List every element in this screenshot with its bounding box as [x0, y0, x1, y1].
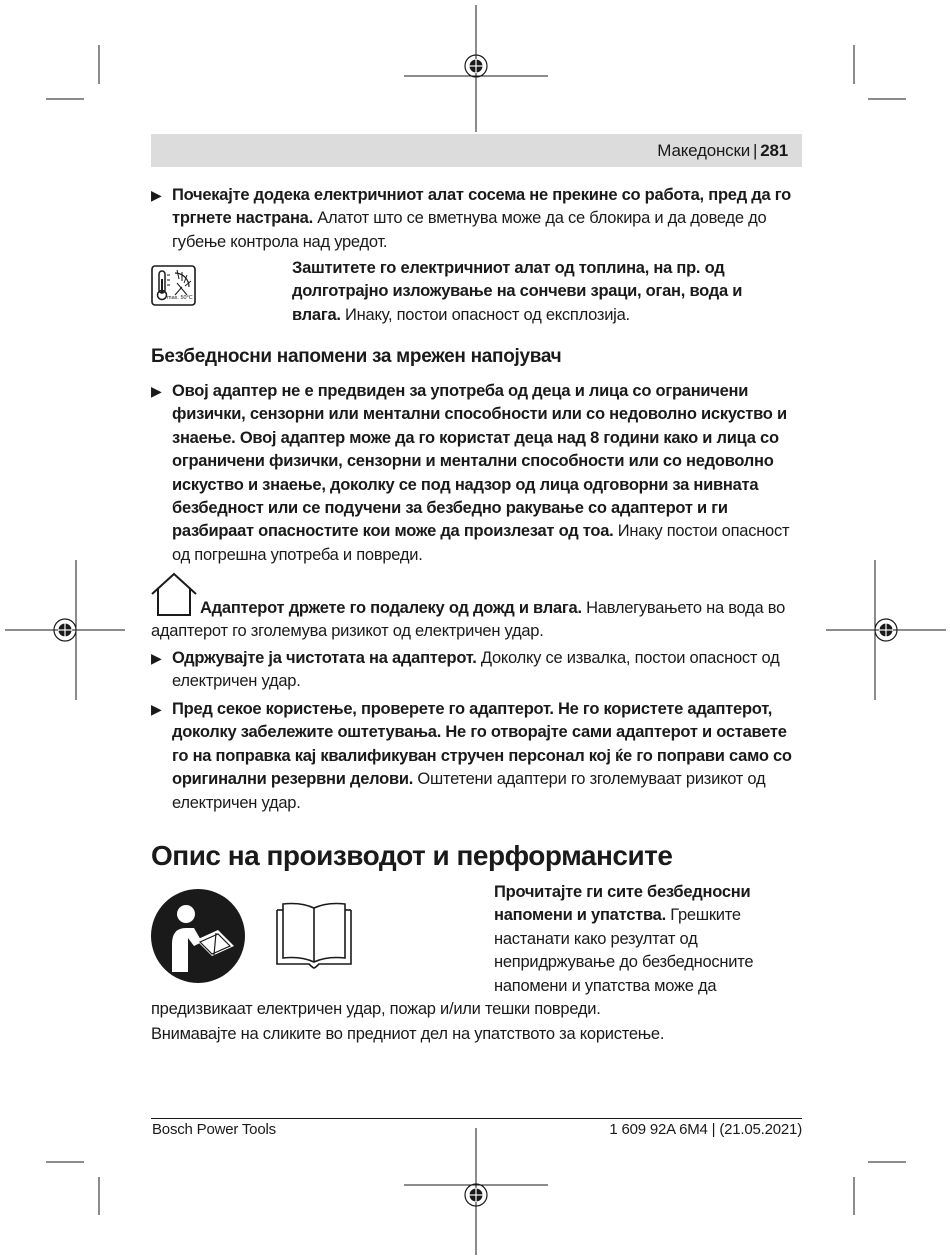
note-figures: Внимавајте на сликите во предниот дел на упатството за користење. — [151, 1025, 665, 1043]
read-manual-warning-continued: предизвикаат електричен удар, пожар и/или тешки повреди. — [151, 1000, 601, 1018]
page-header — [151, 134, 802, 167]
read-manual-text: Грешките настанати како резултат од непридржување до безбедносните напомени и упатства може да — [494, 906, 754, 995]
bullet-arrow-icon: ▶ — [151, 187, 162, 203]
warning-bold: Одржувајте ја чистотата на адаптерот. — [172, 649, 477, 667]
heat-icon — [151, 265, 196, 306]
bullet-arrow-icon: ▶ — [151, 383, 162, 399]
warning-adapter-children — [151, 380, 802, 567]
warning-wait-tool-stop — [151, 184, 802, 254]
heat-warning — [292, 257, 772, 327]
heat-icon-label: max. 50°C — [167, 295, 193, 301]
footer-doc-code: 1 609 92A 6M4 | (21.05.2021) — [609, 1121, 802, 1138]
warning-text: Доколку се извалка, постои опасност од електричен удар. — [172, 649, 780, 691]
section-heading-product-description: Опис на производот и перформансите — [151, 840, 673, 871]
footer-rule — [151, 1118, 802, 1119]
section-heading-power-supply: Безбедносни напомени за мрежен напојувач — [151, 346, 562, 367]
manual-book-icon — [275, 900, 353, 970]
warning-text: Алатот што се вметнува може да се блокира и да доведе до губење контрола над уредот. — [172, 209, 767, 251]
warning-text: Инаку постои опасност од погрешна употреба и повреди. — [172, 522, 790, 564]
warning-bold: Пред секое користење, проверете го адаптерот. Не го користете адаптерот, доколку забележите оштетувања. Не го отворајте сами адаптерот и оставете го на поправка кај квалификуван стручен персонал кој ќе го поправи само со оригинални резервни делови. — [172, 700, 792, 789]
warning-text: Оштетени адаптери го зголемуваат ризикот од електричен удар. — [172, 770, 766, 812]
warning-adapter-clean — [151, 647, 802, 694]
header-text — [657, 141, 788, 161]
bullet-arrow-icon: ▶ — [151, 701, 162, 717]
bullet-arrow-icon: ▶ — [151, 650, 162, 666]
page-number: 281 — [760, 141, 788, 160]
header-language: Македонски — [657, 141, 751, 160]
warning-adapter-check — [151, 698, 802, 815]
header-separator: | — [753, 141, 758, 160]
read-manual-person-icon — [150, 888, 246, 984]
warning-bold: Почекајте додека електричниот алат сосема не прекине со работа, пред да го тргнете настрана. — [172, 186, 791, 228]
warning-adapter-rain — [151, 597, 802, 644]
warning-text: Навлегувањето на вода во адаптерот го зголемува ризикот од електричен удар. — [151, 599, 786, 641]
warning-bold: Овој адаптер не е предвиден за употреба од деца и лица со ограничени физички, сензорни или ментални способности или со недоволно искуство и знаење. Овој адаптер може да го користат деца над 8 години како и лица со ограничени физички, сензорни и ментални способности или со недоволно искуство и знаење, доколку се под надзор од лица одговорни за нивната безбедност или се подучени за безбедно ракување со адаптерот и ги разбираат опасностите кои може да произлезат од тоа. — [172, 382, 787, 541]
footer-brand: Bosch Power Tools — [152, 1121, 276, 1138]
read-manual-warning — [494, 881, 784, 998]
heat-warning-bold: Заштитете го електричниот алат од топлина, на пр. од долготрајно изложување на сончеви зраци, оган, вода и влага. — [292, 259, 743, 324]
warning-bold: Адаптерот држете го подалеку од дожд и влага. — [200, 599, 582, 617]
read-manual-bold: Прочитајте ги сите безбедносни напомени и упатства. — [494, 883, 751, 925]
heat-warning-text: Инаку, постои опасност од експлозија. — [340, 305, 630, 324]
